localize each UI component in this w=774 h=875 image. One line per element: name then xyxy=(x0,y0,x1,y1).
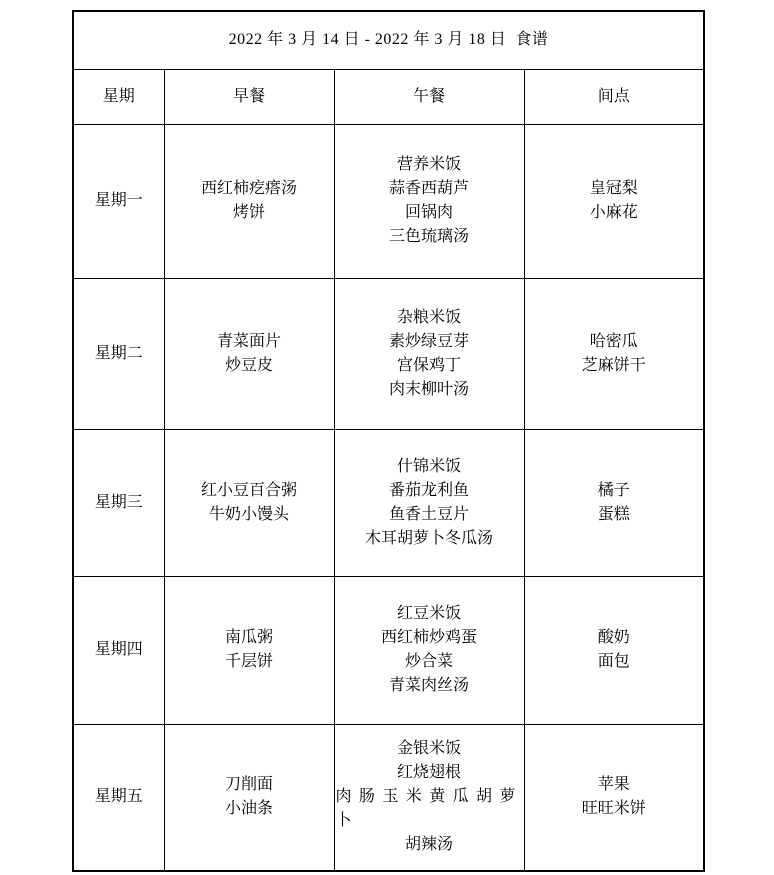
dish: 炒合菜 xyxy=(404,653,453,670)
breakfast-cell xyxy=(164,124,334,278)
dish: 三色琉璃汤 xyxy=(388,228,469,245)
dish: 回锅肉 xyxy=(404,204,453,221)
snack-cell xyxy=(524,429,704,576)
dish: 芝麻饼干 xyxy=(581,356,646,374)
day-label: 星期四 xyxy=(94,641,143,658)
day-label: 星期三 xyxy=(94,493,143,511)
day-label: 星期一 xyxy=(94,192,143,209)
day-label: 星期二 xyxy=(94,344,143,362)
breakfast-cell xyxy=(164,724,334,871)
lunch-cell xyxy=(334,429,524,576)
dish: 红小豆百合粥 xyxy=(200,481,297,499)
day-label: 星期五 xyxy=(94,788,143,806)
dish: 小麻花 xyxy=(589,204,638,221)
table-title: 2022 年 3 月 14 日 - 2022 年 3 月 18 日 食谱 xyxy=(73,11,704,69)
dish: 南瓜粥 xyxy=(224,629,273,646)
dish: 鱼香土豆片 xyxy=(388,505,469,523)
breakfast-cell xyxy=(164,576,334,724)
lunch-cell xyxy=(334,576,524,724)
dish: 素炒绿豆芽 xyxy=(388,332,469,350)
dish: 皇冠梨 xyxy=(589,180,638,197)
dish: 西红柿疙瘩汤 xyxy=(200,180,297,197)
snack-cell xyxy=(524,124,704,278)
table-row-friday xyxy=(73,724,704,871)
dish: 木耳胡萝卜冬瓜汤 xyxy=(364,529,493,547)
dish: 青菜肉丝汤 xyxy=(388,677,469,694)
table-row-wednesday xyxy=(73,429,704,576)
lunch-cell xyxy=(334,724,524,871)
table-row-monday xyxy=(73,124,704,278)
dish: 金银米饭 xyxy=(396,740,461,758)
dish: 宫保鸡丁 xyxy=(396,356,461,374)
dish: 炒豆皮 xyxy=(224,356,273,374)
breakfast-cell xyxy=(164,278,334,429)
title-row xyxy=(73,11,704,69)
table-row-thursday xyxy=(73,576,704,724)
dish: 红烧翅根 xyxy=(396,764,461,782)
dish: 西红柿炒鸡蛋 xyxy=(380,629,477,646)
dish: 杂粮米饭 xyxy=(396,308,461,326)
dish: 面包 xyxy=(597,653,630,670)
header-week: 星期 xyxy=(73,69,164,124)
dish: 蛋糕 xyxy=(597,505,630,523)
dish: 千层饼 xyxy=(224,653,273,670)
dish: 什锦米饭 xyxy=(396,457,461,475)
dish: 胡辣汤 xyxy=(404,836,453,854)
snack-cell xyxy=(524,278,704,429)
dish: 番茄龙利鱼 xyxy=(388,481,469,499)
dish: 旺旺米饼 xyxy=(581,800,646,818)
day-cell xyxy=(73,576,164,724)
header-snack: 间点 xyxy=(524,69,704,124)
day-cell xyxy=(73,724,164,871)
dish: 肉末柳叶汤 xyxy=(388,380,469,398)
snack-cell xyxy=(524,576,704,724)
dish: 营养米饭 xyxy=(396,156,461,173)
day-cell xyxy=(73,278,164,429)
dish: 红豆米饭 xyxy=(396,605,461,622)
dish: 刀削面 xyxy=(224,776,273,794)
dish: 橘子 xyxy=(597,481,630,499)
dish: 酸奶 xyxy=(597,629,630,646)
breakfast-cell xyxy=(164,429,334,576)
dish: 哈密瓜 xyxy=(589,332,638,350)
dish: 小油条 xyxy=(224,800,273,818)
header-breakfast: 早餐 xyxy=(164,69,334,124)
snack-cell xyxy=(524,724,704,871)
dish: 青菜面片 xyxy=(216,332,281,350)
lunch-cell xyxy=(334,278,524,429)
day-cell xyxy=(73,429,164,576)
dish: 烤饼 xyxy=(232,204,265,221)
menu-table xyxy=(72,10,705,872)
lunch-cell xyxy=(334,124,524,278)
day-cell xyxy=(73,124,164,278)
table-row-tuesday xyxy=(73,278,704,429)
dish: 牛奶小馒头 xyxy=(208,505,289,523)
header-lunch: 午餐 xyxy=(334,69,524,124)
dish: 蒜香西葫芦 xyxy=(388,180,469,197)
dish: 肉肠玉米黄瓜胡萝卜 xyxy=(335,788,523,830)
dish: 苹果 xyxy=(597,776,630,794)
header-row xyxy=(73,69,704,124)
